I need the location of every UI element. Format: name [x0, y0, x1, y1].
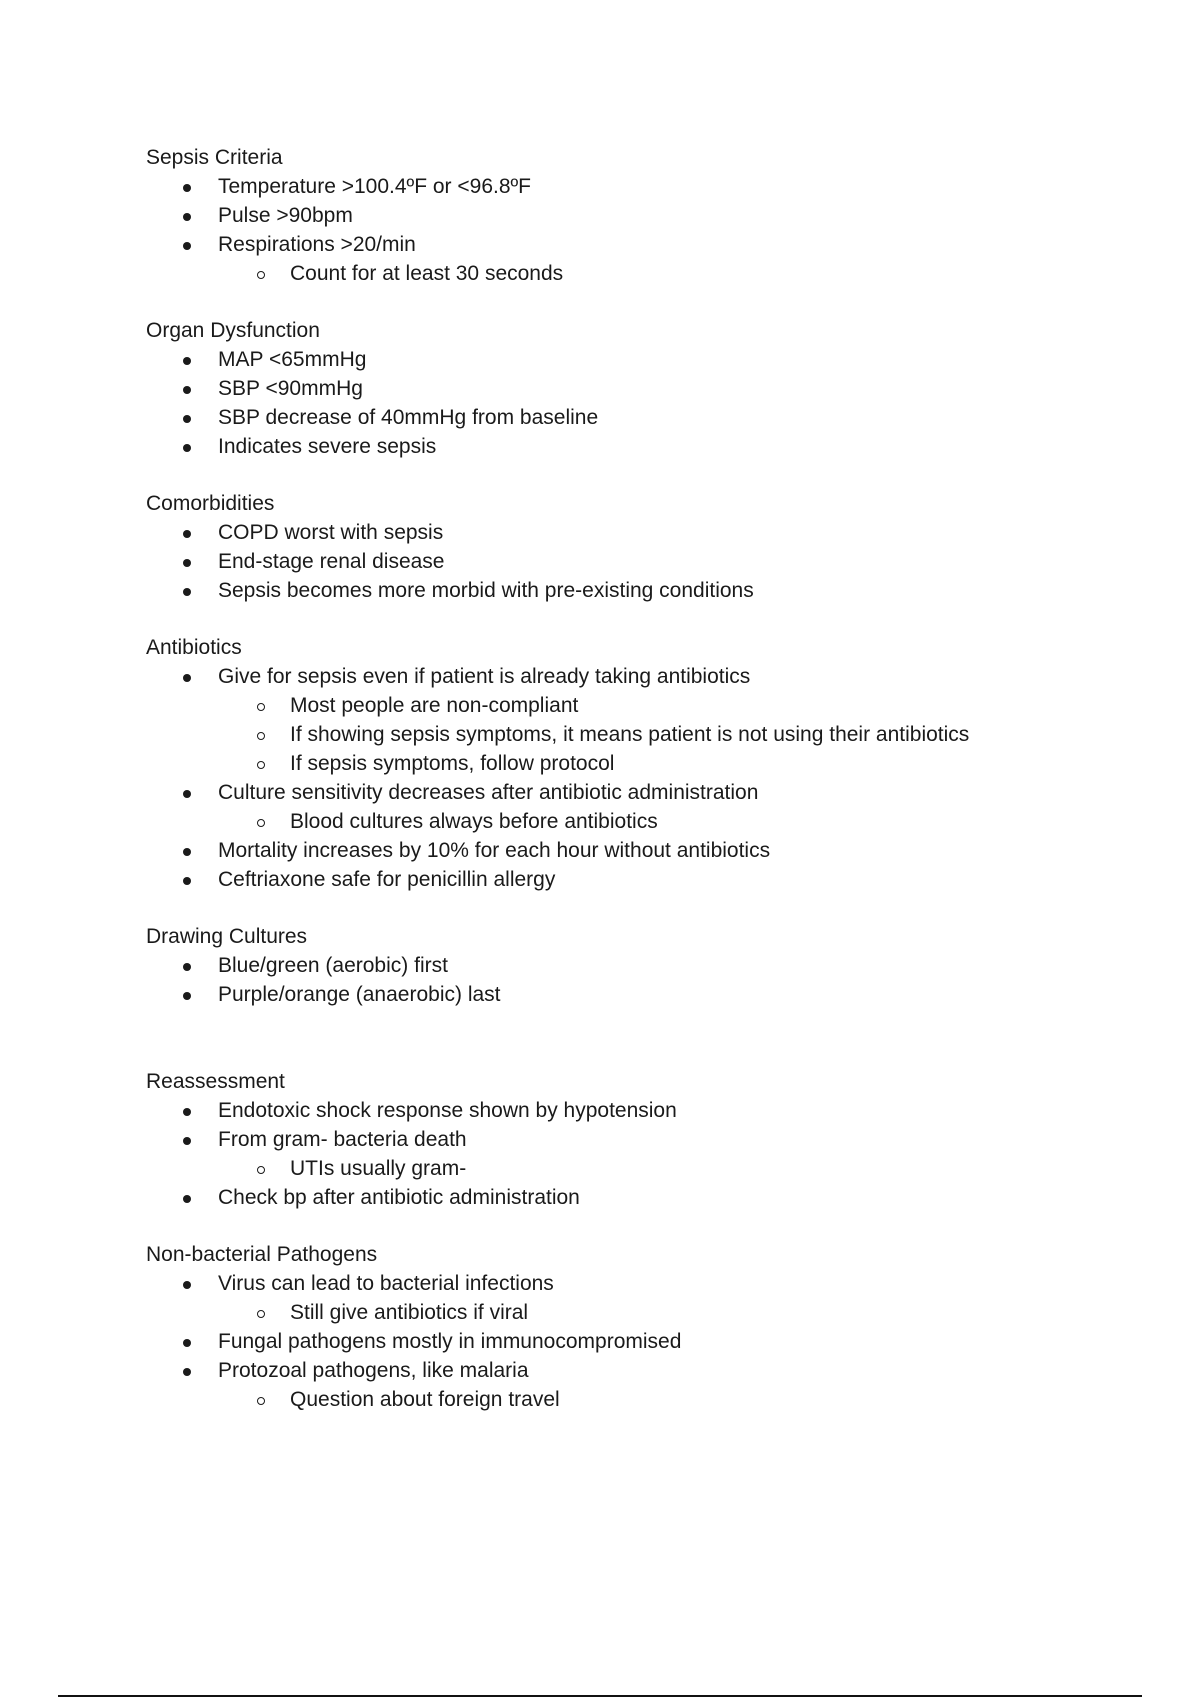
filled-bullet-icon: [183, 242, 191, 250]
hollow-bullet-icon: [257, 1166, 265, 1174]
section-heading: Organ Dysfunction: [146, 319, 320, 342]
sub-bullet-list: [218, 259, 1146, 288]
filled-bullet-icon: [183, 1137, 191, 1145]
hollow-bullet-icon: [257, 1397, 265, 1405]
list-item-text: Respirations >20/min: [218, 233, 416, 256]
sub-list-item-text: UTIs usually gram-: [290, 1157, 467, 1180]
list-item-text: SBP decrease of 40mmHg from baseline: [218, 406, 599, 429]
bullet-list: [146, 518, 1146, 605]
sub-list-item-text: If sepsis symptoms, follow protocol: [290, 752, 615, 775]
filled-bullet-icon: [183, 357, 191, 365]
section-heading: Comorbidities: [146, 492, 275, 515]
hollow-bullet-icon: [257, 819, 265, 827]
list-item: [218, 1356, 1146, 1414]
list-item: [218, 951, 1146, 980]
list-item: [218, 1183, 1146, 1212]
sub-bullet-list: [218, 1385, 1146, 1414]
section-heading: Non-bacterial Pathogens: [146, 1243, 378, 1266]
sub-bullet-list: [218, 1154, 1146, 1183]
document-body: [146, 143, 1146, 1442]
filled-bullet-icon: [183, 1195, 191, 1203]
bullet-list: [146, 345, 1146, 461]
list-item: [218, 345, 1146, 374]
filled-bullet-icon: [183, 559, 191, 567]
bullet-list: [146, 1096, 1146, 1212]
list-item: [218, 201, 1146, 230]
bullet-list: [146, 1269, 1146, 1414]
list-item-text: Virus can lead to bacterial infections: [218, 1272, 554, 1295]
bullet-list: [146, 172, 1146, 288]
hollow-bullet-icon: [257, 703, 265, 711]
section-antibiotics: [146, 633, 1146, 894]
bullet-list: [146, 951, 1146, 1009]
list-item: [218, 230, 1146, 288]
section-organ-dysfunction: [146, 316, 1146, 461]
sub-list-item: [290, 691, 1146, 720]
list-item: [218, 778, 1146, 836]
filled-bullet-icon: [183, 848, 191, 856]
section-heading: Drawing Cultures: [146, 925, 308, 948]
list-item: [218, 836, 1146, 865]
list-item: [218, 576, 1146, 605]
list-item: [218, 403, 1146, 432]
filled-bullet-icon: [183, 530, 191, 538]
list-item-text: Mortality increases by 10% for each hour without antibiotics: [218, 839, 771, 862]
filled-bullet-icon: [183, 790, 191, 798]
filled-bullet-icon: [183, 386, 191, 394]
filled-bullet-icon: [183, 877, 191, 885]
sub-list-item: [290, 1154, 1146, 1183]
sub-bullet-list: [218, 1298, 1146, 1327]
section-heading: Sepsis Criteria: [146, 146, 283, 169]
section-comorbidities: [146, 489, 1146, 605]
list-item: [218, 374, 1146, 403]
list-item-text: Protozoal pathogens, like malaria: [218, 1359, 529, 1382]
list-item: [218, 518, 1146, 547]
sub-list-item: [290, 1298, 1146, 1327]
filled-bullet-icon: [183, 213, 191, 221]
filled-bullet-icon: [183, 674, 191, 682]
list-item: [218, 662, 1146, 778]
section-sepsis-criteria: [146, 143, 1146, 288]
hollow-bullet-icon: [257, 761, 265, 769]
list-item-text: Ceftriaxone safe for penicillin allergy: [218, 868, 556, 891]
list-item: [218, 865, 1146, 894]
filled-bullet-icon: [183, 588, 191, 596]
filled-bullet-icon: [183, 184, 191, 192]
filled-bullet-icon: [183, 415, 191, 423]
hollow-bullet-icon: [257, 271, 265, 279]
list-item-text: Temperature >100.4ºF or <96.8ºF: [218, 175, 532, 198]
list-item-text: Culture sensitivity decreases after antibiotic administration: [218, 781, 759, 804]
filled-bullet-icon: [183, 963, 191, 971]
list-item-text: SBP <90mmHg: [218, 377, 363, 400]
sub-bullet-list: [218, 691, 1146, 778]
list-item-text: End-stage renal disease: [218, 550, 445, 573]
footer-divider: [58, 1695, 1142, 1697]
sub-list-item-text: Count for at least 30 seconds: [290, 262, 564, 285]
list-item-text: Pulse >90bpm: [218, 204, 353, 227]
section-drawing-cultures: [146, 922, 1146, 1009]
filled-bullet-icon: [183, 1339, 191, 1347]
sub-list-item-text: Still give antibiotics if viral: [290, 1301, 529, 1324]
list-item-text: Endotoxic shock response shown by hypotension: [218, 1099, 677, 1122]
list-item: [218, 1096, 1146, 1125]
hollow-bullet-icon: [257, 732, 265, 740]
filled-bullet-icon: [183, 1281, 191, 1289]
sub-list-item: [290, 259, 1146, 288]
list-item: [218, 1125, 1146, 1183]
list-item: [218, 432, 1146, 461]
list-item: [218, 1327, 1146, 1356]
list-item-text: From gram- bacteria death: [218, 1128, 467, 1151]
filled-bullet-icon: [183, 992, 191, 1000]
list-item: [218, 547, 1146, 576]
list-item-text: COPD worst with sepsis: [218, 521, 444, 544]
list-item-text: Purple/orange (anaerobic) last: [218, 983, 501, 1006]
sub-list-item: [290, 1385, 1146, 1414]
list-item-text: Fungal pathogens mostly in immunocompromised: [218, 1330, 682, 1353]
sub-list-item: [290, 720, 1146, 749]
section-reassessment: [146, 1067, 1146, 1212]
list-item-text: Indicates severe sepsis: [218, 435, 437, 458]
filled-bullet-icon: [183, 1368, 191, 1376]
list-item: [218, 172, 1146, 201]
section-non-bacterial-pathogens: [146, 1240, 1146, 1414]
sub-list-item-text: If showing sepsis symptoms, it means patient is not using their antibiotics: [290, 723, 970, 746]
section-heading: Antibiotics: [146, 636, 242, 659]
sub-list-item-text: Most people are non-compliant: [290, 694, 579, 717]
filled-bullet-icon: [183, 444, 191, 452]
hollow-bullet-icon: [257, 1310, 265, 1318]
list-item: [218, 1269, 1146, 1327]
filled-bullet-icon: [183, 1108, 191, 1116]
bullet-list: [146, 662, 1146, 894]
list-item: [218, 980, 1146, 1009]
list-item-text: MAP <65mmHg: [218, 348, 367, 371]
section-heading: Reassessment: [146, 1070, 285, 1093]
list-item-text: Check bp after antibiotic administration: [218, 1186, 580, 1209]
sub-list-item: [290, 807, 1146, 836]
sub-list-item-text: Question about foreign travel: [290, 1388, 560, 1411]
sub-list-item-text: Blood cultures always before antibiotics: [290, 810, 658, 833]
sub-bullet-list: [218, 807, 1146, 836]
sub-list-item: [290, 749, 1146, 778]
list-item-text: Give for sepsis even if patient is already taking antibiotics: [218, 665, 751, 688]
list-item-text: Sepsis becomes more morbid with pre-existing conditions: [218, 579, 754, 602]
list-item-text: Blue/green (aerobic) first: [218, 954, 448, 977]
